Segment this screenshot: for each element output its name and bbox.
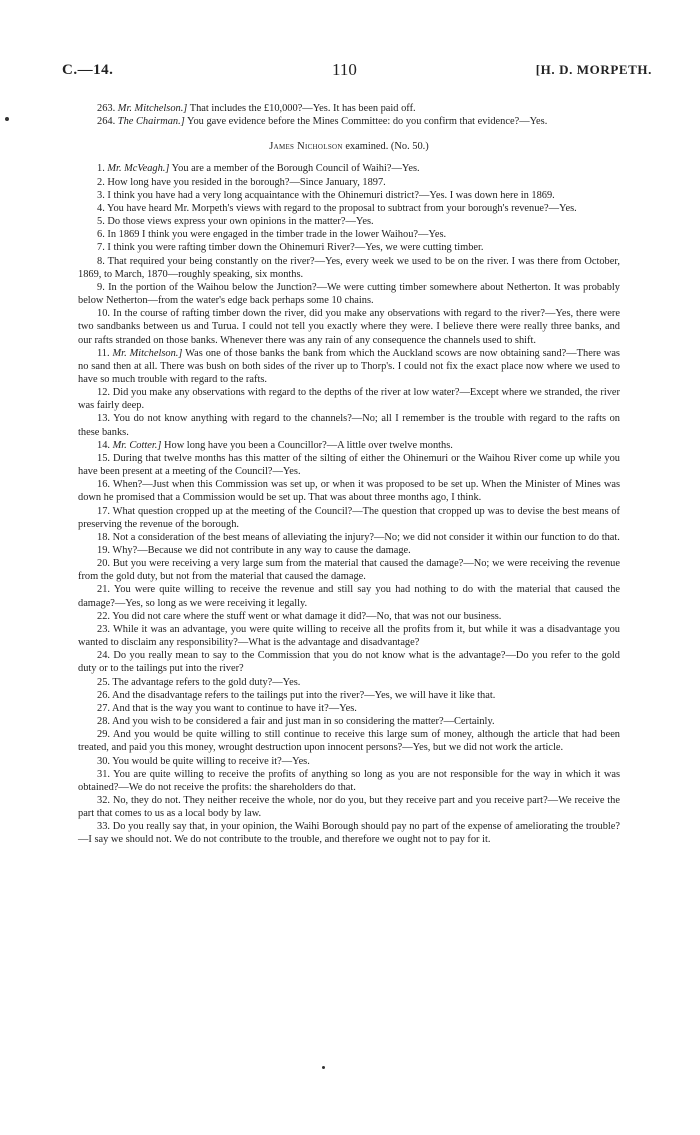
question-answer-text: And that is the way you want to continue to have it?—Yes. xyxy=(112,702,357,714)
question-number: 6. xyxy=(97,229,105,241)
question-answer-text: You gave evidence before the Mines Committee: do you confirm that evidence?—Yes. xyxy=(184,116,548,128)
evidence-paragraph xyxy=(78,768,620,794)
question-number: 31. xyxy=(97,768,110,780)
question-answer-text: The advantage refers to the gold duty?—Yes. xyxy=(112,676,301,688)
question-answer-text: And you would be quite willing to still continue to receive this large sum of money, although the article that had been treated, and paid you this money, wrought destruction upon innocent persons?—Yes, but we did not work the article. xyxy=(78,729,620,754)
question-number: 18. xyxy=(97,531,110,543)
evidence-paragraph xyxy=(78,115,620,128)
evidence-paragraph xyxy=(78,505,620,531)
question-answer-text: That includes the £10,000?—Yes. It has been paid off. xyxy=(187,103,416,114)
speaker-name: Mr. Cotter.] xyxy=(112,439,162,451)
page-number: 110 xyxy=(332,60,357,79)
question-number: 23. xyxy=(97,623,110,635)
section-heading xyxy=(78,140,620,153)
question-number: 24. xyxy=(97,650,110,662)
question-number: 4. xyxy=(97,202,105,214)
evidence-paragraph xyxy=(78,162,620,175)
evidence-paragraph xyxy=(78,557,620,583)
question-answer-text: In 1869 I think you were engaged in the timber trade in the lower Waihou?—Yes. xyxy=(107,229,447,241)
question-answer-text: Was one of those banks the bank from which the Auckland scows are now obtaining sand?—There was no sand then at all. There was bush on both sides of the river up to Thorp's. I could not fix the exact place now where we used to have so much trouble with regard to the rafts. xyxy=(78,347,620,385)
question-answer-text: What question cropped up at the meeting of the Council?—The question that cropped up was to devise the best means of preserving the revenue of the borough. xyxy=(78,505,620,530)
question-number: 9. xyxy=(97,281,105,293)
question-number: 1. xyxy=(97,163,105,175)
speaker-name: The Chairman.] xyxy=(117,116,185,128)
question-answer-text: You do not know anything with regard to the channels?—No; all I remember is the trouble with regard to the rafts on these banks. xyxy=(78,413,621,438)
evidence-paragraph xyxy=(78,281,620,307)
evidence-paragraph xyxy=(78,702,620,715)
question-number: 21. xyxy=(97,584,110,596)
question-answer-text: How long have you resided in the borough?—Since January, 1897. xyxy=(107,176,386,188)
question-number: 22. xyxy=(97,610,110,622)
question-number: 2. xyxy=(97,176,105,188)
document-reference: C.—14. xyxy=(62,62,114,78)
page-header xyxy=(62,62,652,82)
evidence-paragraph xyxy=(78,439,620,452)
witness-name-header: [H. D. MORPETH. xyxy=(535,62,652,77)
question-answer-text: How long have you been a Councillor?—A little over twelve months. xyxy=(161,439,453,451)
evidence-paragraph xyxy=(78,531,620,544)
question-number: 3. xyxy=(97,189,105,201)
question-answer-text: You have heard Mr. Morpeth's views with regard to the proposal to subtract from your borough's revenue?—Yes. xyxy=(107,202,577,214)
question-answer-text: When?—Just when this Commission was set up, or when it was proposed to be set up. When the Minister of Mines was down he promised that a Commission would be set up. That was about three months ago, I think. xyxy=(78,479,620,504)
margin-dot xyxy=(5,117,9,121)
question-answer-text: You did not care where the stuff went or what damage it did?—No, that was not our business. xyxy=(112,610,502,622)
question-number: 19. xyxy=(97,545,110,556)
evidence-paragraph xyxy=(78,689,620,702)
question-answer-text: But you were receiving a very large sum from the material that caused the damage?—No; we were receiving the revenue from the gold duty, but not from the material that caused the damage. xyxy=(78,558,620,583)
evidence-paragraph xyxy=(78,715,620,728)
question-number: 25. xyxy=(97,676,110,688)
question-answer-text: No, they do not. They neither receive the whole, nor do you, but they receive part and you receive part?—We receive the part that comes to us as a local body by law. xyxy=(78,794,620,820)
question-answer-text: I think you were rafting timber down the Ohinemuri River?—Yes, we were cutting timber. xyxy=(107,242,484,254)
evidence-paragraph xyxy=(78,478,620,504)
witness-name: James Nicholson xyxy=(269,141,343,153)
question-answer-text: You are quite willing to receive the profits of anything so long as you are not responsible for the way in which it was obtained?—We do not receive the profits: the shareholders do that. xyxy=(78,768,620,793)
evidence-paragraph xyxy=(78,189,620,202)
end-dot xyxy=(322,1066,325,1069)
evidence-paragraph xyxy=(78,228,620,241)
question-answer-text: While it was an advantage, you were quite willing to receive all the profits from it, but while it was a disadvantage you wanted to disclaim any responsibility?—What is the advantage and disadvantage? xyxy=(78,623,620,649)
evidence-paragraph xyxy=(78,255,620,281)
question-number: 10. xyxy=(97,308,110,320)
section-heading-rest: examined. (No. 50.) xyxy=(342,141,429,153)
question-number: 33. xyxy=(97,821,110,833)
question-number: 16. xyxy=(97,479,110,491)
question-answer-text: In the course of rafting timber down the river, did you make any observations with regard to the river?—Yes, there were two sandbanks between us and Turua. I could not tell you exactly where they were. I believe there were really three banks, and our rafts stranded on those banks. Whenever there was any rain of any consequence the channels used to shift. xyxy=(78,308,620,346)
question-answer-text: Do you really mean to say to the Commission that you do not know what is the advantage?—Do you refer to the gold duty or to the tailings put into the river? xyxy=(78,650,620,675)
evidence-paragraph xyxy=(78,202,620,215)
question-number: 28. xyxy=(97,716,110,728)
evidence-paragraph xyxy=(78,583,620,609)
question-number: 30. xyxy=(97,755,110,767)
question-number: 32. xyxy=(97,794,110,806)
evidence-paragraph xyxy=(78,102,620,115)
speaker-name: Mr. McVeagh.] xyxy=(107,163,170,175)
question-number: 12. xyxy=(97,387,110,399)
evidence-paragraph xyxy=(78,241,620,254)
question-number: 7. xyxy=(97,242,105,254)
question-answer-text: You would be quite willing to receive it?—Yes. xyxy=(112,755,310,767)
evidence-paragraph xyxy=(78,544,620,557)
question-answer-text: You were quite willing to receive the revenue and still say you had nothing to do with the material that caused the damage?—Yes, so long as we were receiving it legally. xyxy=(78,584,620,609)
evidence-paragraph xyxy=(78,676,620,689)
question-answer-text: And you wish to be considered a fair and just man in so considering the matter?—Certainly. xyxy=(112,716,495,728)
question-answer-text: In the portion of the Waihou below the Junction?—We were cutting timber somewhere about Netherton. It was probably below Netherton—from the water's edge back perhaps some 10 chains. xyxy=(78,281,620,307)
question-answer-text: I think you have had a very long acquaintance with the Ohinemuri district?—Yes. I was down here in 1869. xyxy=(107,189,555,201)
evidence-paragraph xyxy=(78,215,620,228)
question-number: 27. xyxy=(97,702,110,714)
evidence-paragraph xyxy=(78,452,620,478)
question-number: 8. xyxy=(97,255,105,267)
evidence-paragraph xyxy=(78,347,620,386)
question-answer-text: You are a member of the Borough Council of Waihi?—Yes. xyxy=(169,163,420,175)
question-answer-text: That required your being constantly on the river?—Yes, every week we used to be on the river. I was there from October, 1869, to March, 1870—roughly speaking, six months. xyxy=(78,255,620,280)
previous-witness-entries xyxy=(78,102,620,128)
question-number: 13. xyxy=(97,413,110,425)
question-answer-text: During that twelve months has this matter of the silting of either the Ohinemuri or the Waihou River come up while you have been present at a meeting of the Council?—Yes. xyxy=(78,452,620,478)
question-number: 29. xyxy=(97,729,110,741)
evidence-paragraph xyxy=(78,649,620,675)
evidence-paragraph xyxy=(78,176,620,189)
evidence-paragraph xyxy=(78,794,620,820)
question-number: 11. xyxy=(97,347,110,359)
evidence-paragraph xyxy=(78,755,620,768)
question-answer-text: Not a consideration of the best means of alleviating the injury?—No; we did not consider it within our function to do that. xyxy=(112,531,620,543)
evidence-paragraph xyxy=(78,820,620,846)
evidence-paragraph xyxy=(78,728,620,754)
question-number: 20. xyxy=(97,558,110,570)
question-number: 17. xyxy=(97,505,110,517)
question-answer-text: Did you make any observations with regard to the depths of the river at low water?—Except where we stranded, the river was fairly deep. xyxy=(78,387,620,412)
question-number: 264. xyxy=(97,116,116,128)
question-number: 15. xyxy=(97,452,110,464)
question-answer-text: Do those views express your own opinions in the matter?—Yes. xyxy=(107,216,374,228)
evidence-paragraph xyxy=(78,610,620,623)
examination-entries xyxy=(78,162,620,846)
question-number: 263. xyxy=(97,103,116,114)
question-answer-text: Do you really say that, in your opinion, the Waihi Borough should pay no part of the expense of ameliorating the trouble?—I say we should not. We do not contribute to the trouble, and therefore we ought not to pay for it. xyxy=(78,821,620,846)
question-number: 14. xyxy=(97,439,110,451)
evidence-paragraph xyxy=(78,307,620,346)
question-answer-text: And the disadvantage refers to the tailings put into the river?—Yes, we will have it like that. xyxy=(112,689,496,701)
speaker-name: Mr. Mitchelson.] xyxy=(117,103,188,114)
question-number: 26. xyxy=(97,689,110,701)
evidence-paragraph xyxy=(78,412,620,438)
evidence-paragraph xyxy=(78,623,620,649)
evidence-paragraph xyxy=(78,386,620,412)
evidence-body xyxy=(78,102,620,847)
question-answer-text: Why?—Because we did not contribute in any way to cause the damage. xyxy=(112,545,411,556)
question-number: 5. xyxy=(97,216,105,228)
speaker-name: Mr. Mitchelson.] xyxy=(112,347,183,359)
